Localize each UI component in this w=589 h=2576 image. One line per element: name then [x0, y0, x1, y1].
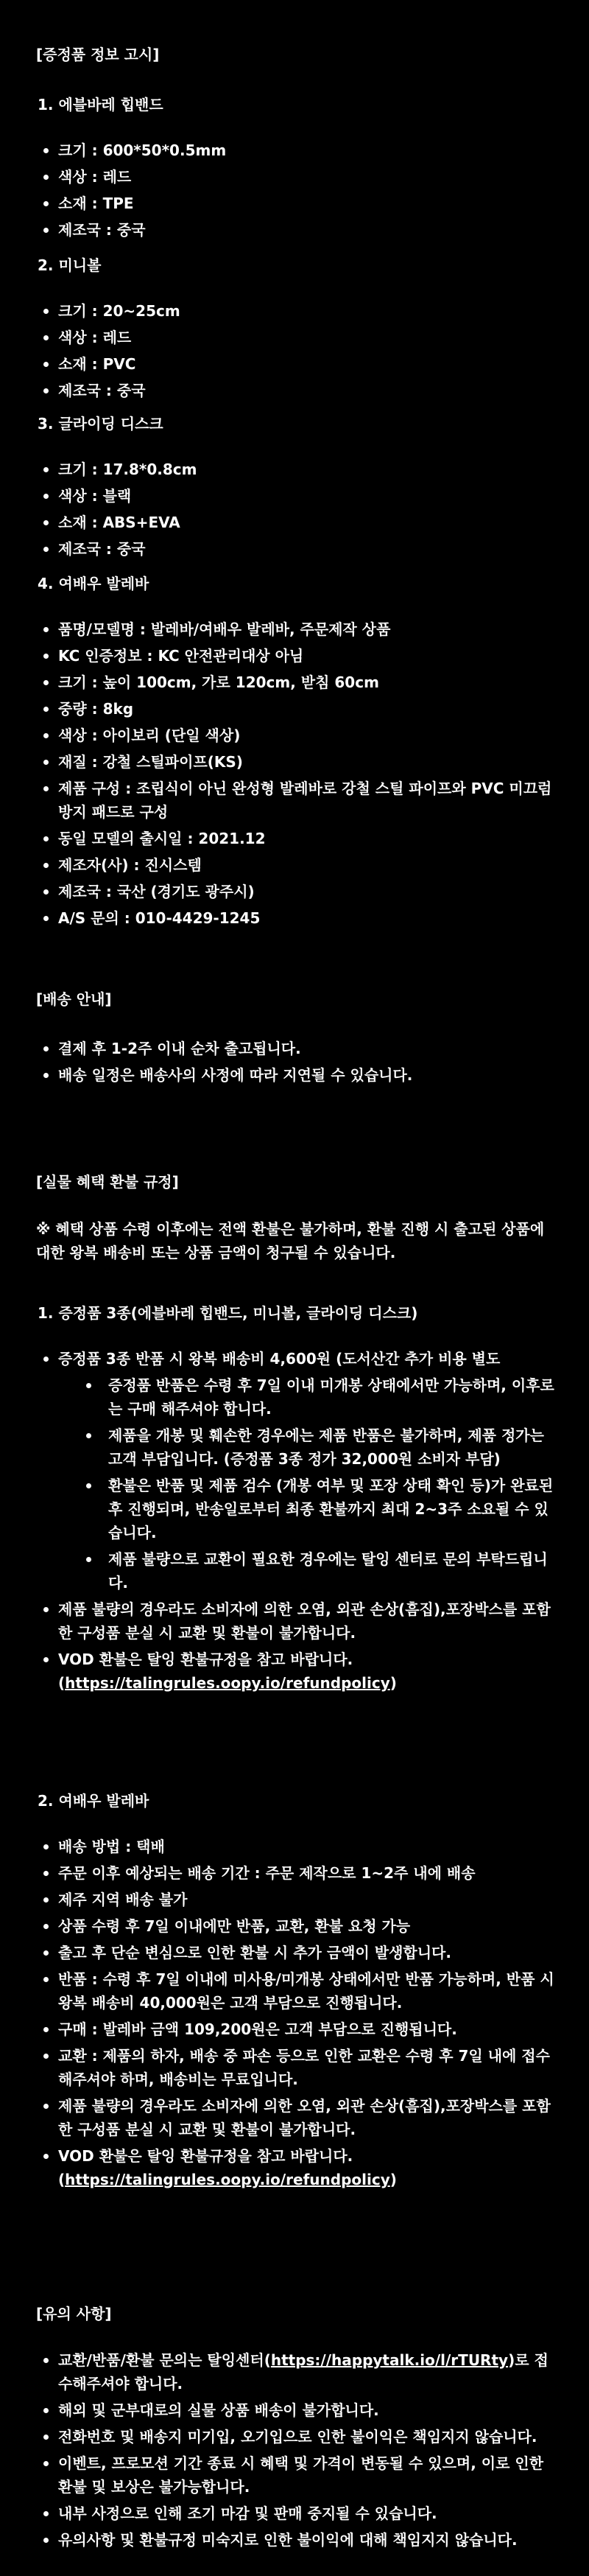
list-item: 소재 : PVC	[38, 352, 560, 376]
list-item: 해외 및 군부대로의 실물 상품 배송이 불가합니다.	[38, 2398, 560, 2422]
list-item: 색상 : 레드	[38, 165, 560, 189]
list-item: 제조국 : 중국	[38, 379, 560, 402]
gift-hipband-title: 1. 에블바레 힙밴드	[38, 96, 163, 113]
vod-refund-text: VOD 환불은 탈잉 환불규정을 참고 바랍니다. (	[58, 1651, 353, 1692]
list-item: 동일 모델의 출시일 : 2021.12	[38, 827, 560, 850]
list-item: 반품 : 수령 후 7일 이내에 미사용/미개봉 상태에서만 반품 가능하며, 반품 시 왕복 배송비 40,000원은 고객 부담으로 진행됩니다.	[38, 1967, 560, 2015]
list-item: 결제 후 1-2주 이내 순차 출고됩니다.	[38, 1037, 560, 1060]
list-item	[38, 2348, 560, 2395]
gift-miniball-title: 2. 미니볼	[38, 256, 102, 274]
list-item: A/S 문의 : 010-4429-1245	[38, 906, 560, 930]
list-item: 출고 후 단순 변심으로 인한 환불 시 추가 금액이 발생합니다.	[38, 1941, 560, 1964]
vod-refund-item	[38, 1648, 560, 1695]
section-heading-refund: [실물 혜택 환불 규정]	[36, 1173, 179, 1191]
refund-barre-title: 2. 여배우 발레바	[38, 1792, 149, 1810]
list-item: 소재 : TPE	[38, 192, 560, 215]
list-item: 증정품 반품은 수령 후 7일 이내 미개봉 상태에서만 가능하며, 이후로는 구매 해주셔야 합니다.	[38, 1373, 560, 1421]
list-item: 배송 일정은 배송사의 사정에 따라 지연될 수 있습니다.	[38, 1063, 560, 1087]
caution-contact-end: )로 접수해주셔야 합니다.	[58, 2351, 549, 2393]
list-item: KC 인증정보 : KC 안전관리대상 아님	[38, 644, 560, 668]
list-item: 크기 : 600*50*0.5mm	[38, 139, 560, 162]
ballet-barre-info-block	[38, 576, 560, 933]
list-item: 제품 불량의 경우라도 소비자에 의한 오염, 외관 손상(흠집),포장박스를 포함한 구성품 분실 시 교환 및 환불이 불가합니다.	[38, 1597, 560, 1645]
vod-refund-item	[38, 2144, 560, 2191]
list-item: 제조국 : 중국	[38, 218, 560, 242]
section-heading-caution: [유의 사항]	[36, 2305, 112, 2323]
list-item: 품명/모델명 : 발레바/여배우 발레바, 주문제작 상품	[38, 617, 560, 641]
refund-gifts-title: 1. 증정품 3종(에블바레 힙밴드, 미니볼, 글라이딩 디스크)	[38, 1304, 418, 1322]
gift-hipband-block	[38, 97, 560, 245]
vod-refund-text: VOD 환불은 탈잉 환불규정을 참고 바랍니다. (	[58, 2147, 353, 2188]
list-item: 전화번호 및 배송지 미기입, 오기입으로 인한 불이익은 책임지지 않습니다.	[38, 2425, 560, 2449]
list-item: 제품 불량으로 교환이 필요한 경우에는 탈잉 센터로 문의 부탁드립니다.	[38, 1547, 560, 1595]
list-item: 이벤트, 프로모션 기간 종료 시 혜택 및 가격이 변동될 수 있으며, 이로 인한 환불 및 보상은 불가능합니다.	[38, 2451, 560, 2499]
gift-gliding-disc-block	[38, 416, 560, 564]
list-item: 크기 : 높이 100cm, 가로 120cm, 받침 60cm	[38, 671, 560, 694]
list-item: 환불은 반품 및 제품 검수 (개봉 여부 및 포장 상태 확인 등)가 완료된 후 진행되며, 반송일로부터 최종 환불까지 최대 2~3주 소요될 수 있습니다.	[38, 1474, 560, 1544]
list-item: 구매 : 발레바 금액 109,200원은 고객 부담으로 진행됩니다.	[38, 2017, 560, 2041]
shipping-list	[38, 1037, 560, 1090]
list-item: 배송 방법 : 택배	[38, 1835, 560, 1858]
list-item: 제주 지역 배송 불가	[38, 1888, 560, 1911]
refund-notice-text: ※ 혜택 상품 수령 이후에는 전액 환불은 불가하며, 환불 진행 시 출고된 상품에 대한 왕복 배송비 또는 상품 금액이 청구될 수 있습니다.	[36, 1220, 545, 1261]
list-item: 색상 : 블랙	[38, 484, 560, 508]
list-item: 소재 : ABS+EVA	[38, 511, 560, 534]
section-heading-gift-info: [증정품 정보 고시]	[36, 46, 160, 63]
list-item: 재질 : 강철 스틸파이프(KS)	[38, 750, 560, 774]
gift-miniball-block	[38, 258, 560, 405]
refund-barre-block	[38, 1793, 560, 2194]
refund-policy-link[interactable]: https://talingrules.oopy.io/refundpolicy	[65, 1674, 390, 1692]
list-item: 제조국 : 중국	[38, 537, 560, 561]
list-item: 크기 : 17.8*0.8cm	[38, 458, 560, 481]
list-item: 교환 : 제품의 하자, 배송 중 파손 등으로 인한 교환은 수령 후 7일 내에 접수해주셔야 하며, 배송비는 무료입니다.	[38, 2044, 560, 2091]
list-item: 제품을 개봉 및 훼손한 경우에는 제품 반품은 불가하며, 제품 정가는 고객 부담입니다. (증정품 3종 정가 32,000원 소비자 부담)	[38, 1424, 560, 1471]
list-item: 중량 : 8kg	[38, 697, 560, 721]
list-item: 주문 이후 예상되는 배송 기간 : 주문 제작으로 1~2주 내에 배송	[38, 1861, 560, 1885]
caution-list	[38, 2348, 560, 2555]
caution-contact-text: 교환/반품/환불 문의는 탈잉센터(	[58, 2351, 271, 2369]
list-item: 내부 사정으로 인해 조기 마감 및 판매 중지될 수 있습니다.	[38, 2502, 560, 2525]
list-item: 크기 : 20~25cm	[38, 299, 560, 323]
ballet-barre-info-title: 4. 여배우 발레바	[38, 575, 149, 592]
list-item: 제조국 : 국산 (경기도 광주시)	[38, 880, 560, 903]
list-item: 상품 수령 후 7일 이내에만 반품, 교환, 환불 요청 가능	[38, 1914, 560, 1938]
list-item: 제품 구성 : 조립식이 아닌 완성형 발레바로 강철 스틸 파이프와 PVC 미끄럼방지 패드로 구성	[38, 777, 560, 824]
refund-gifts-block	[38, 1306, 560, 1698]
list-item: 유의사항 및 환불규정 미숙지로 인한 불이익에 대해 책임지지 않습니다.	[38, 2528, 560, 2552]
section-heading-shipping: [배송 안내]	[36, 990, 112, 1008]
list-item: 색상 : 레드	[38, 326, 560, 349]
list-item: 제조자(사) : 진시스템	[38, 853, 560, 877]
list-item: 색상 : 아이보리 (단일 색상)	[38, 724, 560, 747]
vod-refund-end: )	[389, 1674, 397, 1692]
list-item: 증정품 3종 반품 시 왕복 배송비 4,600원 (도서산간 추가 비용 별도	[38, 1347, 560, 1371]
gift-gliding-disc-title: 3. 글라이딩 디스크	[38, 415, 163, 433]
taling-center-link[interactable]: https://happytalk.io/l/rTURty	[270, 2351, 509, 2369]
refund-policy-link[interactable]: https://talingrules.oopy.io/refundpolicy	[65, 2171, 390, 2188]
vod-refund-end: )	[389, 2171, 397, 2188]
list-item: 제품 불량의 경우라도 소비자에 의한 오염, 외관 손상(흠집),포장박스를 포함한 구성품 분실 시 교환 및 환불이 불가합니다.	[38, 2094, 560, 2141]
